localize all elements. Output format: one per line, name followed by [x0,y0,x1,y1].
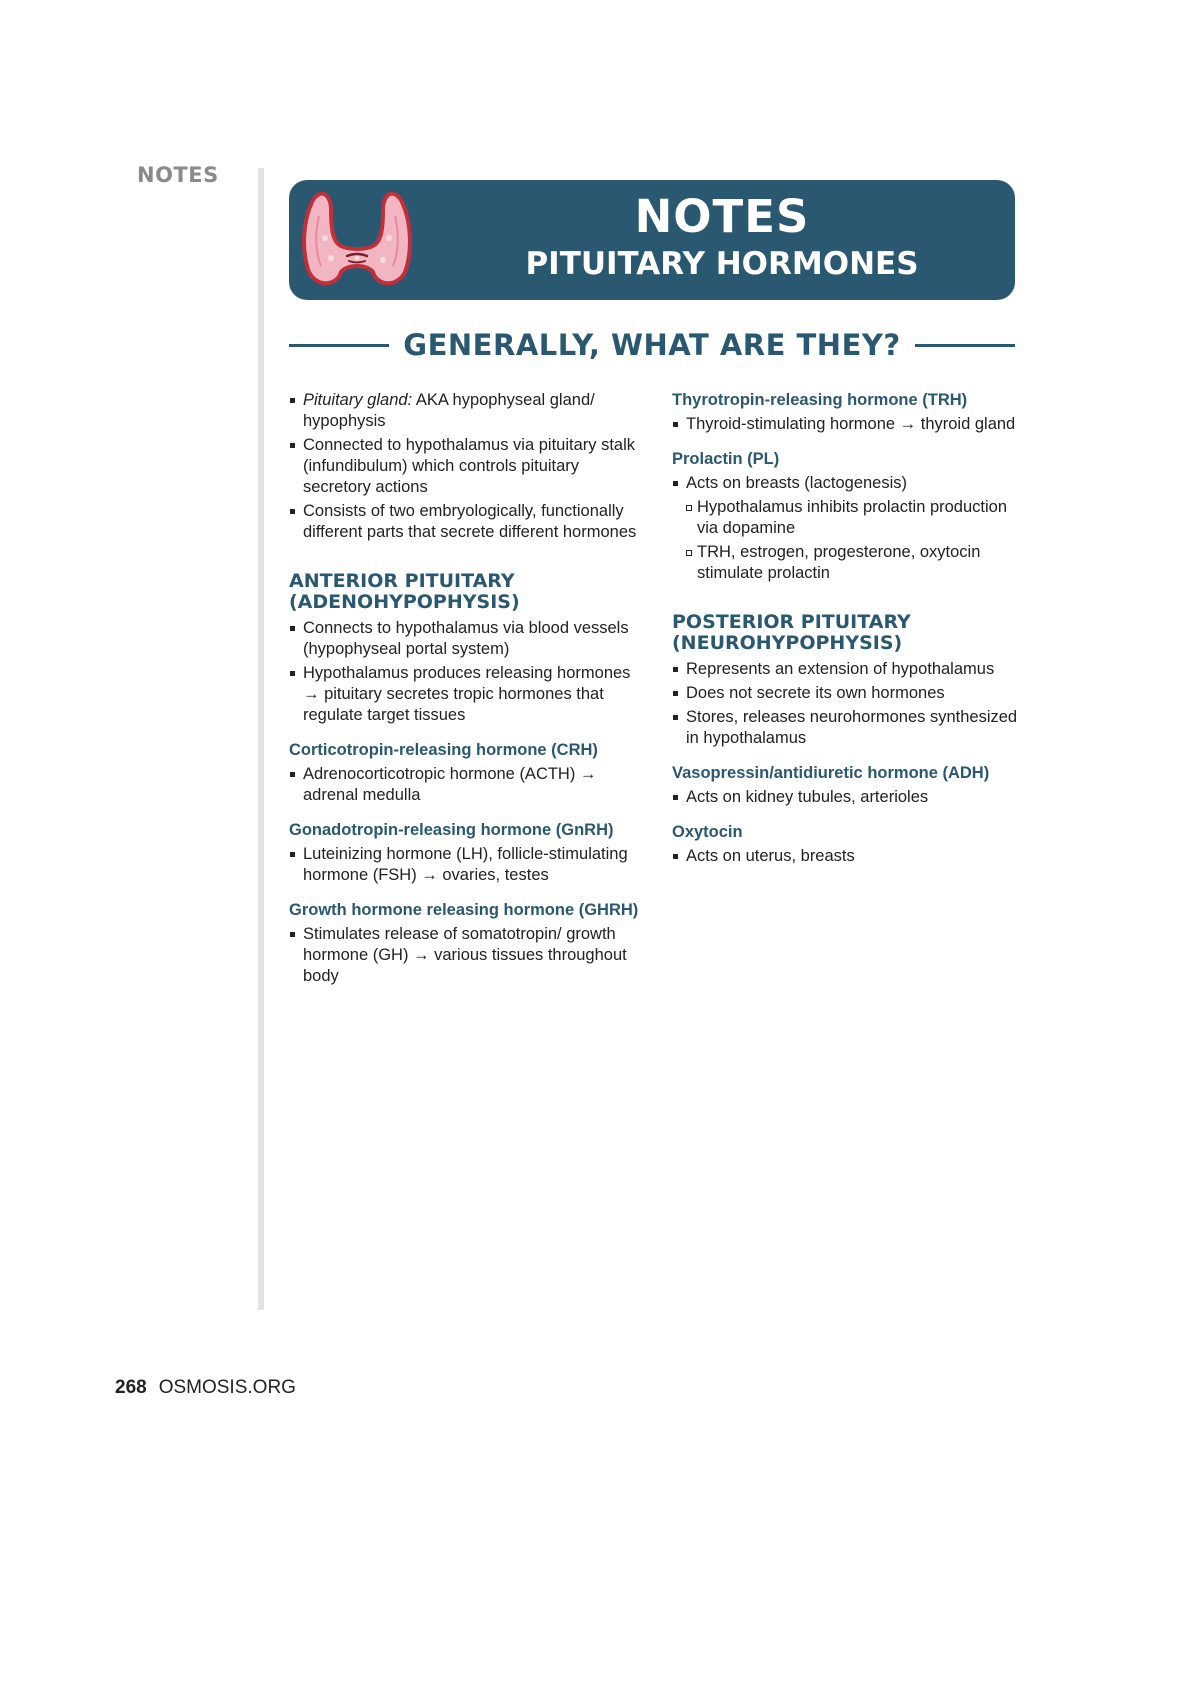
side-divider-bar [258,168,264,1310]
anterior-heading-line2: (ADENOHYPOPHYSIS) [289,591,520,613]
ghrh-heading: Growth hormone releasing hormone (GHRH) [289,901,639,919]
posterior-heading-line1: POSTERIOR PITUITARY [672,611,911,633]
gnrh-bullet: Luteinizing hormone (LH), follicle-stimulating hormone (FSH) → ovaries, testes [289,844,649,886]
posterior-bullet: Stores, releases neurohormones synthesized in hypothalamus [672,707,1024,749]
section-heading-rule-right [915,344,1015,347]
side-notes-label: NOTES [137,163,219,187]
crh-heading: Corticotropin-releasing hormone (CRH) [289,741,598,759]
prolactin-bullet-list [672,473,1024,584]
posterior-bullet-list [672,659,1024,749]
posterior-bullet: Does not secrete its own hormones [672,683,1024,704]
section-heading-text: GENERALLY, WHAT ARE THEY? [403,328,901,362]
right-column [672,390,1024,870]
posterior-bullet: Represents an extension of hypothalamus [672,659,1024,680]
crh-bullet: Adrenocorticotropic hormone (ACTH) → adrenal medulla [289,764,649,806]
footer-site: OSMOSIS.ORG [158,1377,296,1398]
ghrh-bullet: Stimulates release of somatotropin/ growth hormone (GH) → various tissues throughout body [289,924,649,987]
page-footer [115,1377,296,1399]
intro-bullet [289,501,649,543]
banner-title: NOTES [634,190,810,243]
oxytocin-bullet-list [672,846,1024,867]
anterior-bullet: Connects to hypothalamus via blood vessels (hypophyseal portal system) [289,618,649,660]
oxytocin-bullet: Acts on uterus, breasts [672,846,1024,867]
adh-heading: Vasopressin/antidiuretic hormone (ADH) [672,764,990,782]
pituitary-gland-illustration-icon [295,180,419,300]
page-number: 268 [115,1377,147,1398]
ghrh-bullet-list [289,924,649,987]
intro-bullet-term: Pituitary gland: [303,391,413,409]
trh-bullet: Thyroid-stimulating hormone → thyroid gland [672,414,1024,435]
prolactin-sub-bullet: TRH, estrogen, progesterone, oxytocin stimulate prolactin [672,542,1024,584]
trh-heading: Thyrotropin-releasing hormone (TRH) [672,391,968,409]
anterior-heading-line1: ANTERIOR PITUITARY [289,570,515,592]
banner-subtitle: PITUITARY HORMONES [525,246,919,282]
crh-bullet-list [289,764,649,806]
gnrh-bullet-list [289,844,649,886]
adh-bullet-list [672,787,1024,808]
intro-bullet-text: AKA hypophyseal gland/ hypophysis [303,391,595,430]
prolactin-heading: Prolactin (PL) [672,450,780,468]
posterior-heading-line2: (NEUROHYPOPHYSIS) [672,632,903,654]
trh-bullet-list [672,414,1024,435]
left-column [289,390,649,990]
section-heading-rule-left [289,344,389,347]
prolactin-sub-bullet: Hypothalamus inhibits prolactin production via dopamine [672,497,1024,539]
prolactin-bullet: Acts on breasts (lactogenesis) [672,473,1024,494]
anterior-bullet: Hypothalamus produces releasing hormones → pituitary secretes tropic hormones that regulate target tissues [289,663,649,726]
gnrh-heading: Gonadotropin-releasing hormone (GnRH) [289,821,614,839]
oxytocin-heading: Oxytocin [672,823,743,841]
section-heading [289,322,1015,368]
posterior-pituitary-heading [672,612,1024,654]
intro-bullet-text: Consists of two embryologically, functionally different parts that secrete different hormones [303,502,637,541]
intro-bullet-list [289,390,649,543]
intro-bullet [289,390,649,432]
intro-bullet-text: Connected to hypothalamus via pituitary stalk (infundibulum) which controls pituitary secretory actions [303,436,636,496]
anterior-pituitary-heading [289,571,649,613]
anterior-bullet-list [289,618,649,726]
title-banner [289,180,1015,300]
adh-bullet: Acts on kidney tubules, arterioles [672,787,1024,808]
intro-bullet [289,435,649,498]
